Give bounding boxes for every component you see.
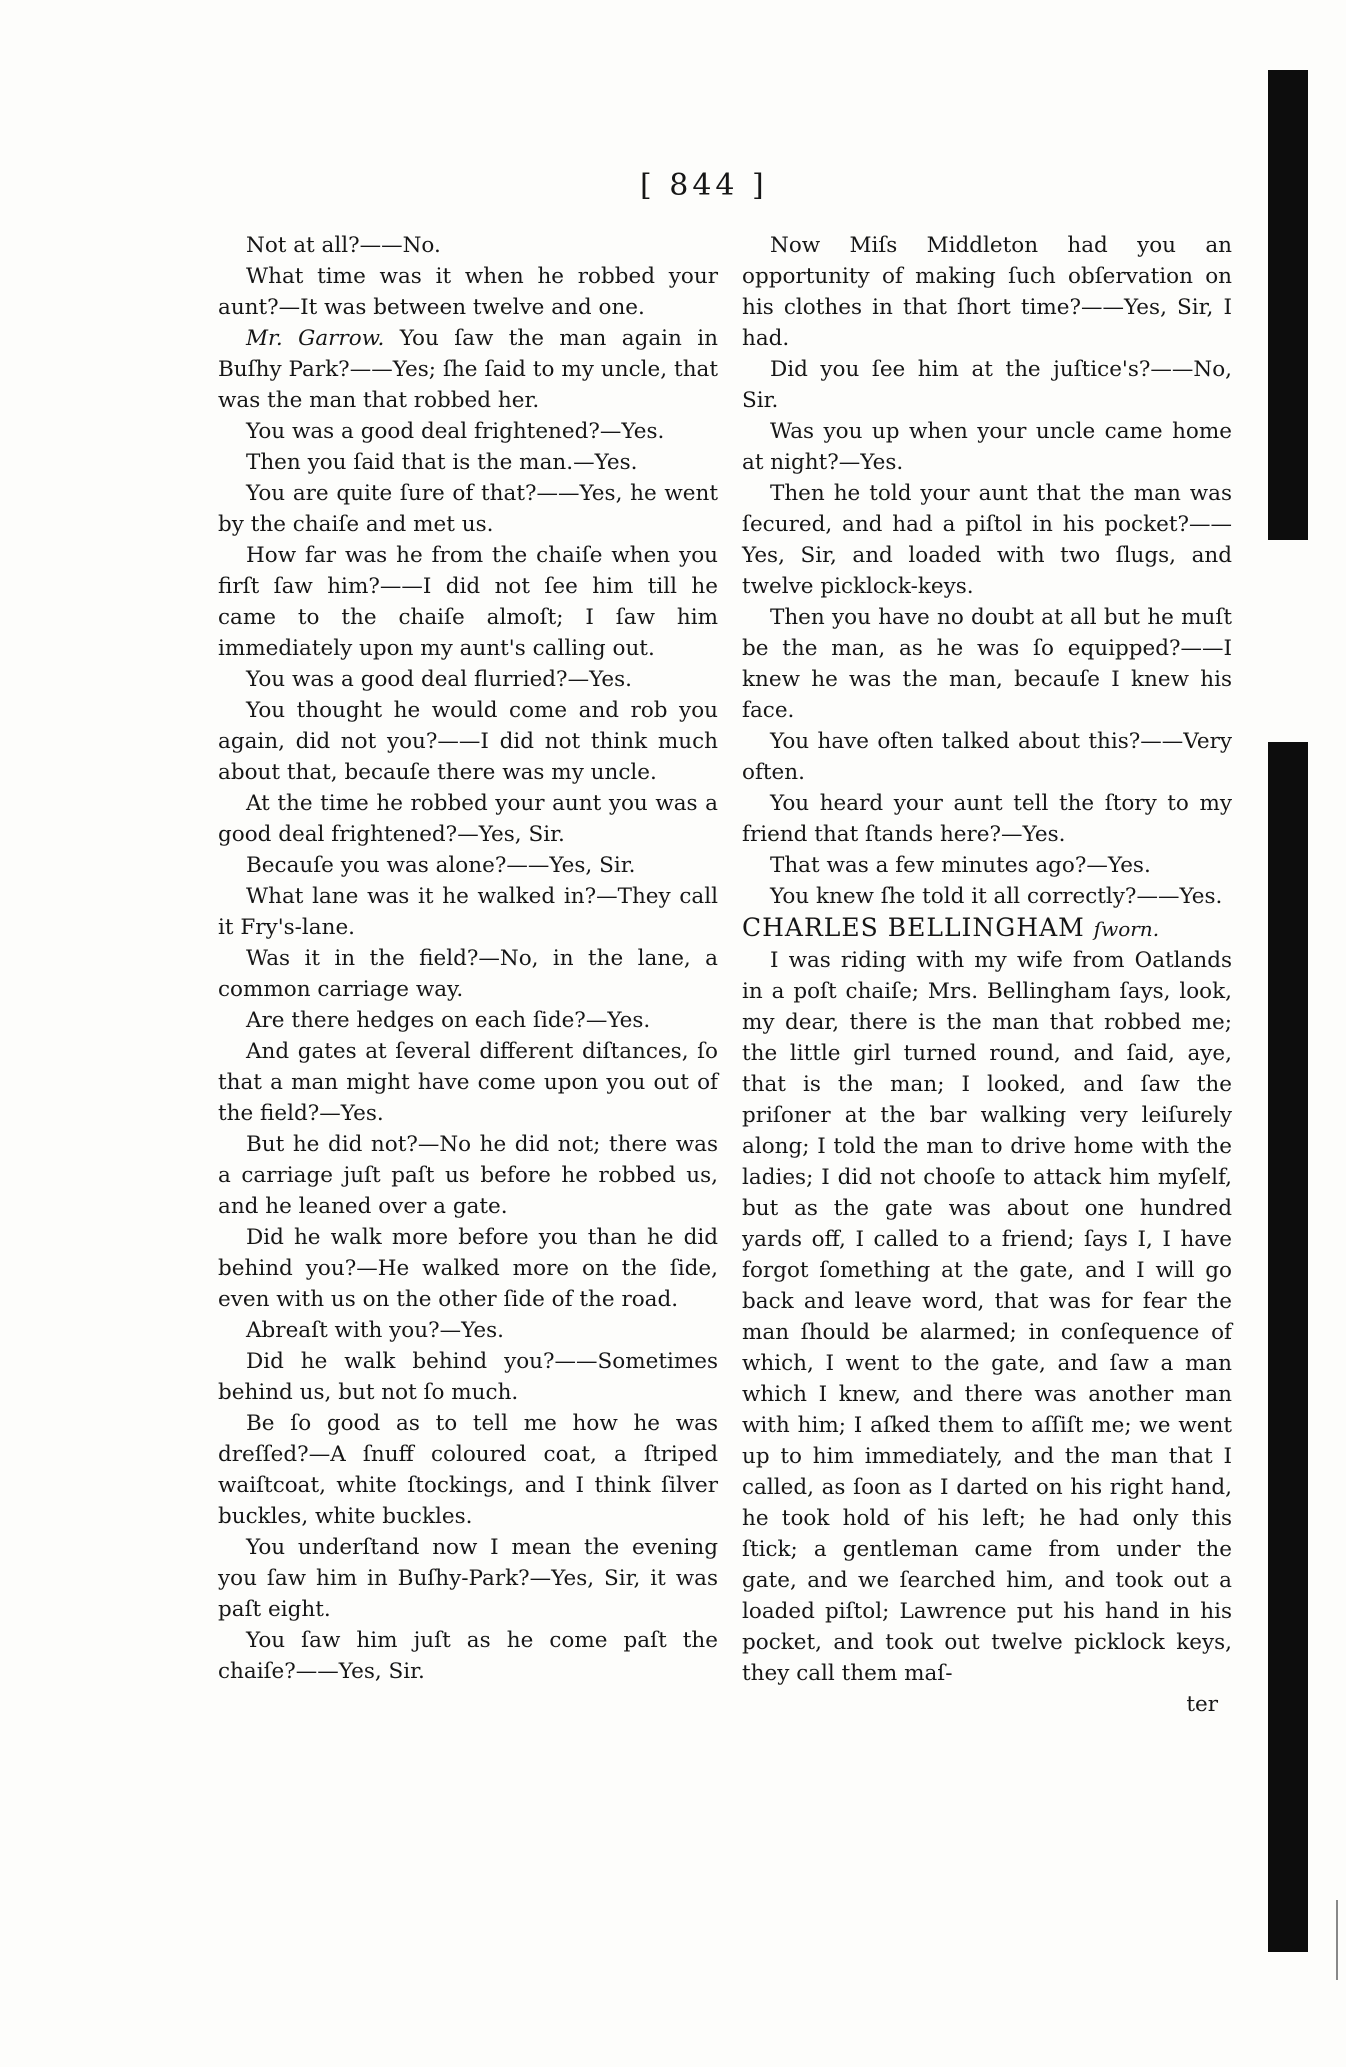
witness-testimony: I was riding with my wife from Oatlands in a poſt chaiſe; Mrs. Bellingham ſays, look, my dear, there is the man that robbed me; the little girl turned round, and ſaid, aye, that is the man; I looked, and ſaw the priſoner at the bar walking very leiſurely along; I told the man to drive home with the ladies; I did not chooſe to attack him myſelf, but as the gate was about one hundred yards off, I called to a friend; ſays I, I have forgot ſomething at the gate, and I will go back and leave word, that was for fear the man ſhould be alarmed; in conſequence of which, I went to the gate, and ſaw a man which I knew, and there was another man with him; I aſked them to aſſiſt me; we went up to him immediately, and the man that I called, as ſoon as I darted on his right hand, he took hold of his left; he had only this ſtick; a gentleman came from under the gate, and we ſearched him, and took out a loaded piſtol; Lawrence put his hand in his pocket, and took out twelve picklock keys, they call them maſ-	[742, 948, 1232, 1686]
paragraph: Then he told your aunt that the man was ſecured, and had a piſtol in his pocket?——Yes, Sir, and loaded with two ſlugs, and twelve picklock-keys.	[742, 481, 1232, 599]
scan-edge-line	[1336, 1900, 1338, 1980]
paragraph: Did you ſee him at the juſtice's?——No, Sir.	[742, 357, 1232, 413]
paragraph: Be ſo good as to tell me how he was dreſſed?—A ſnuff coloured coat, a ſtriped waiſtcoat, white ſtockings, and I think ſilver buckles, white buckles.	[218, 1411, 718, 1529]
paragraph: You thought he would come and rob you again, did not you?——I did not think much about that, becauſe there was my uncle.	[218, 698, 718, 785]
paragraph	[218, 323, 718, 416]
page-number: [ 844 ]	[640, 168, 768, 203]
right-qa-block	[742, 230, 1232, 912]
scan-edge-bar	[1268, 742, 1308, 1952]
paragraph: Now Miſs Middleton had you an opportunity of making ſuch obſervation on his clothes in that ſhort time?——Yes, Sir, I had.	[742, 233, 1232, 351]
paragraph: And gates at ſeveral different diſtances, ſo that a man might have come upon you out of the field?—Yes.	[218, 1039, 718, 1126]
witness-heading	[742, 912, 1232, 945]
paragraph: Becauſe you was alone?——Yes, Sir.	[246, 853, 636, 878]
witness-sworn: ſworn.	[1093, 917, 1160, 941]
paragraph: Not at all?——No.	[246, 233, 441, 258]
paragraph: You heard your aunt tell the ſtory to my friend that ſtands here?—Yes.	[742, 791, 1232, 847]
paragraph: You was a good deal frightened?—Yes.	[246, 419, 665, 444]
paragraph: Did he walk behind you?——Sometimes behind us, but not ſo much.	[218, 1349, 718, 1405]
paragraph-text: You ſaw the man again in Buſhy Park?——Yes; ſhe ſaid to my uncle, that was the man that robbed her.	[218, 326, 718, 413]
scan-edge-bar	[1268, 70, 1308, 540]
paragraph: At the time he robbed your aunt you was a good deal frightened?—Yes, Sir.	[218, 791, 718, 847]
paragraph: You are quite ſure of that?——Yes, he went by the chaiſe and met us.	[218, 481, 718, 537]
paragraph: You underſtand now I mean the evening you ſaw him in Buſhy-Park?—Yes, Sir, it was paſt eight.	[218, 1535, 718, 1622]
catchword: ter	[1186, 1692, 1218, 1717]
paragraph: Abreaſt with you?—Yes.	[246, 1318, 505, 1343]
paragraph: You was a good deal flurried?—Yes.	[246, 667, 633, 692]
right-column	[742, 230, 1232, 1720]
speaker-name: Mr. Garrow.	[246, 326, 385, 351]
paragraph: Did he walk more before you than he did behind you?—He walked more on the ſide, even with us on the other ſide of the road.	[218, 1225, 718, 1312]
paragraph: How far was he from the chaiſe when you firſt ſaw him?——I did not ſee him till he came to the chaiſe almoſt; I ſaw him immediately upon my aunt's calling out.	[218, 543, 718, 661]
left-column	[218, 230, 718, 1687]
witness-name: CHARLES BELLINGHAM	[742, 913, 1085, 942]
paragraph: You have often talked about this?——Very often.	[742, 729, 1232, 785]
paragraph: Are there hedges on each ſide?—Yes.	[246, 1008, 651, 1033]
paragraph: Then you ſaid that is the man.—Yes.	[246, 450, 638, 475]
paragraph: Then you have no doubt at all but he muſt be the man, as he was ſo equipped?——I knew he was the man, becauſe I knew his face.	[742, 605, 1232, 723]
paragraph: You knew ſhe told it all correctly?——Yes.	[770, 884, 1223, 909]
paragraph: Was you up when your uncle came home at night?—Yes.	[742, 419, 1232, 475]
paragraph: But he did not?—No he did not; there was a carriage juſt paſt us before he robbed us, and he leaned over a gate.	[218, 1132, 718, 1219]
paragraph: What lane was it he walked in?—They call it Fry's-lane.	[218, 884, 718, 940]
paragraph: What time was it when he robbed your aunt?—It was between twelve and one.	[218, 264, 718, 320]
paragraph: You ſaw him juſt as he come paſt the chaiſe?——Yes, Sir.	[218, 1628, 718, 1684]
paragraph: That was a few minutes ago?—Yes.	[770, 853, 1151, 878]
paragraph: Was it in the field?—No, in the lane, a common carriage way.	[218, 946, 718, 1002]
